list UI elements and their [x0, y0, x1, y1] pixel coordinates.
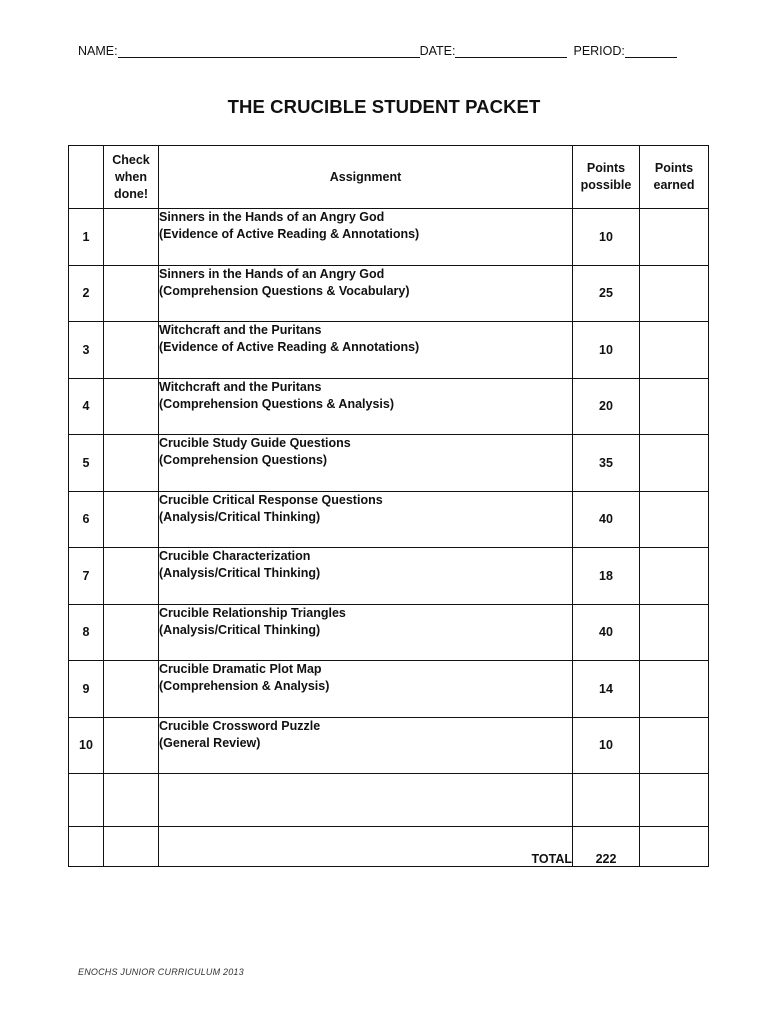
- check-when-done-cell[interactable]: [104, 604, 159, 661]
- period-field[interactable]: [625, 45, 677, 58]
- table-row: [69, 435, 709, 492]
- assignment-title: Crucible Crossword Puzzle: [159, 718, 321, 733]
- table-row: [69, 604, 709, 661]
- points-earned-cell[interactable]: [640, 604, 709, 661]
- points-possible-cell: 10: [573, 717, 640, 774]
- row-number: 6: [69, 491, 104, 548]
- assignment-title: Sinners in the Hands of an Angry God: [159, 210, 385, 224]
- check-when-done-cell[interactable]: [104, 717, 159, 774]
- points-earned-cell[interactable]: [640, 435, 709, 492]
- total-row: [69, 827, 709, 867]
- date-field[interactable]: [455, 45, 567, 58]
- table-row: [69, 322, 709, 379]
- assignment-cell: [159, 717, 573, 774]
- blank-row: [69, 774, 709, 827]
- assignment-detail: (Evidence of Active Reading & Annotations): [159, 227, 420, 241]
- header-assignment: Assignment: [159, 146, 573, 209]
- header-points-earned: Points earned: [640, 146, 709, 209]
- page-title: THE CRUCIBLE STUDENT PACKET: [227, 96, 541, 117]
- assignment-cell: [159, 265, 573, 322]
- table-row: [69, 661, 709, 718]
- row-number: 8: [69, 604, 104, 661]
- check-when-done-cell[interactable]: [104, 322, 159, 379]
- period-label: PERIOD:: [573, 44, 625, 58]
- points-earned-cell[interactable]: [640, 661, 709, 718]
- points-possible-cell: 35: [573, 435, 640, 492]
- assignment-cell: [159, 491, 573, 548]
- blank-check-cell[interactable]: [104, 774, 159, 827]
- points-possible-cell: 40: [573, 604, 640, 661]
- points-earned-cell[interactable]: [640, 265, 709, 322]
- assignment-detail: (Analysis/Critical Thinking): [159, 622, 321, 637]
- table-row: [69, 265, 709, 322]
- assignment-table: [68, 145, 709, 867]
- row-number: 3: [69, 322, 104, 379]
- points-earned-cell[interactable]: [640, 209, 709, 266]
- blank-earned-cell[interactable]: [640, 774, 709, 827]
- row-number: 4: [69, 378, 104, 435]
- assignment-detail: (Comprehension Questions & Analysis): [159, 396, 394, 411]
- assignment-title: Crucible Critical Response Questions: [159, 492, 383, 507]
- total-points-possible: 222: [573, 827, 640, 867]
- header-check-when-done: Check when done!: [104, 146, 159, 209]
- assignment-title: Crucible Study Guide Questions: [159, 436, 351, 450]
- assignment-detail: (General Review): [159, 735, 261, 750]
- assignment-title: Sinners in the Hands of an Angry God: [159, 266, 385, 281]
- assignment-cell: [159, 604, 573, 661]
- check-when-done-cell[interactable]: [104, 491, 159, 548]
- check-when-done-cell[interactable]: [104, 548, 159, 605]
- points-earned-cell[interactable]: [640, 717, 709, 774]
- table-row: [69, 378, 709, 435]
- assignment-detail: (Comprehension Questions): [159, 453, 328, 467]
- assignment-detail: (Comprehension & Analysis): [159, 679, 330, 693]
- assignment-title: Crucible Relationship Triangles: [159, 605, 346, 620]
- check-when-done-cell[interactable]: [104, 378, 159, 435]
- assignment-title: Witchcraft and the Puritans: [159, 379, 322, 394]
- assignment-detail: (Comprehension Questions & Vocabulary): [159, 283, 410, 298]
- assignment-cell: [159, 548, 573, 605]
- points-possible-cell: 14: [573, 661, 640, 718]
- points-possible-cell: 25: [573, 265, 640, 322]
- points-earned-cell[interactable]: [640, 378, 709, 435]
- points-earned-cell[interactable]: [640, 548, 709, 605]
- header-points-possible: Points possible: [573, 146, 640, 209]
- assignment-title: Witchcraft and the Puritans: [159, 323, 322, 337]
- assignment-cell: [159, 322, 573, 379]
- student-info-line: [78, 44, 677, 58]
- assignment-title: Crucible Characterization: [159, 549, 311, 563]
- name-field[interactable]: [118, 45, 420, 58]
- assignment-title: Crucible Dramatic Plot Map: [159, 662, 322, 676]
- assignment-cell: [159, 209, 573, 266]
- assignment-cell: [159, 661, 573, 718]
- row-number: 10: [69, 717, 104, 774]
- points-possible-cell: 40: [573, 491, 640, 548]
- row-number: 9: [69, 661, 104, 718]
- table-row: [69, 491, 709, 548]
- assignment-detail: (Analysis/Critical Thinking): [159, 509, 321, 524]
- points-possible-cell: 18: [573, 548, 640, 605]
- row-number: 7: [69, 548, 104, 605]
- table-header-row: [69, 146, 709, 209]
- check-when-done-cell[interactable]: [104, 209, 159, 266]
- assignment-cell: [159, 378, 573, 435]
- assignment-detail: (Evidence of Active Reading & Annotations): [159, 340, 420, 354]
- date-label: DATE:: [419, 44, 456, 58]
- points-possible-cell: 20: [573, 378, 640, 435]
- row-number: 1: [69, 209, 104, 266]
- check-when-done-cell[interactable]: [104, 661, 159, 718]
- table-row: [69, 717, 709, 774]
- points-earned-cell[interactable]: [640, 491, 709, 548]
- assignment-cell: [159, 435, 573, 492]
- check-when-done-cell[interactable]: [104, 435, 159, 492]
- table-row: [69, 548, 709, 605]
- footer-text: ENOCHS JUNIOR CURRICULUM 2013: [78, 967, 244, 977]
- row-number: 2: [69, 265, 104, 322]
- total-label: TOTAL: [159, 827, 573, 867]
- total-points-earned-cell[interactable]: [640, 827, 709, 867]
- table-row: [69, 209, 709, 266]
- name-label: NAME:: [78, 44, 118, 58]
- points-possible-cell: 10: [573, 209, 640, 266]
- check-when-done-cell[interactable]: [104, 265, 159, 322]
- points-possible-cell: 10: [573, 322, 640, 379]
- header-number-cell: [69, 146, 104, 209]
- points-earned-cell[interactable]: [640, 322, 709, 379]
- row-number: 5: [69, 435, 104, 492]
- assignment-detail: (Analysis/Critical Thinking): [159, 566, 321, 580]
